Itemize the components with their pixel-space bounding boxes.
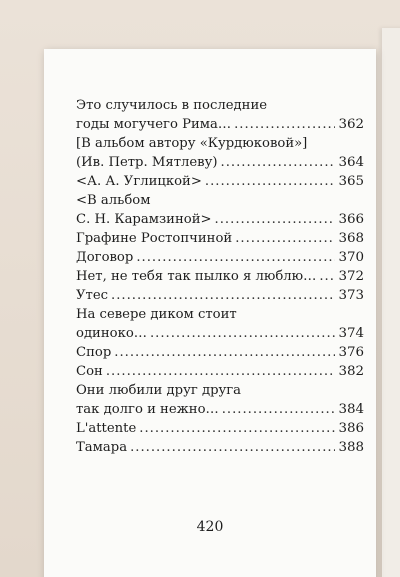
toc-page-number: 364 bbox=[338, 155, 364, 170]
toc-entry-title-line: На севере диком стоит bbox=[76, 307, 237, 322]
dot-leader bbox=[139, 419, 335, 438]
page-number: 420 bbox=[196, 519, 224, 535]
toc-entry bbox=[76, 267, 364, 286]
dot-leader bbox=[136, 248, 335, 267]
dot-leader bbox=[221, 153, 336, 172]
dot-leader bbox=[215, 210, 336, 229]
toc-entry bbox=[76, 229, 364, 248]
toc-entry bbox=[76, 286, 364, 305]
toc-entry-title: Спор bbox=[76, 345, 112, 360]
toc-entry bbox=[76, 96, 364, 134]
dot-leader bbox=[234, 115, 335, 134]
toc-page-number: 372 bbox=[338, 269, 364, 284]
toc-entry-title: С. Н. Карамзиной> bbox=[76, 212, 212, 227]
toc-entry-title-line: Это случилось в последние bbox=[76, 98, 268, 113]
dot-leader bbox=[319, 267, 335, 286]
toc-entry-title: Графине Ростопчиной bbox=[76, 231, 233, 246]
toc-entry-title: Утес bbox=[76, 288, 109, 303]
toc-entry bbox=[76, 419, 364, 438]
toc-entry-title-line: [В альбом автору «Курдюковой»] bbox=[76, 136, 308, 151]
toc-entry-title: L'attente bbox=[76, 421, 137, 436]
toc-entry-title: так долго и нежно… bbox=[76, 402, 219, 417]
toc-entry bbox=[76, 381, 364, 419]
dot-leader bbox=[130, 438, 335, 457]
dot-leader bbox=[114, 343, 335, 362]
toc-page-number: 388 bbox=[338, 440, 364, 455]
toc-page-number: 362 bbox=[338, 117, 364, 132]
toc-page-number: 384 bbox=[338, 402, 364, 417]
book-page bbox=[44, 49, 376, 577]
adjacent-page-edge bbox=[382, 28, 400, 577]
toc-entry-title: Договор bbox=[76, 250, 134, 265]
toc-entry bbox=[76, 191, 364, 229]
toc-entry bbox=[76, 305, 364, 343]
toc-page-number: 370 bbox=[338, 250, 364, 265]
toc-entry bbox=[76, 248, 364, 267]
dot-leader bbox=[222, 400, 336, 419]
toc-page-number: 376 bbox=[338, 345, 364, 360]
toc-page-number: 366 bbox=[338, 212, 364, 227]
toc-page-number: 373 bbox=[338, 288, 364, 303]
table-of-contents bbox=[76, 96, 364, 457]
dot-leader bbox=[150, 324, 335, 343]
dot-leader bbox=[205, 172, 336, 191]
toc-entry-title: Нет, не тебя так пылко я люблю… bbox=[76, 269, 317, 284]
toc-page-number: 368 bbox=[338, 231, 364, 246]
toc-entry bbox=[76, 172, 364, 191]
toc-entry-title: одиноко… bbox=[76, 326, 147, 341]
toc-entry-title: (Ив. Петр. Мятлеву) bbox=[76, 155, 218, 170]
toc-entry-title: Тамара bbox=[76, 440, 128, 455]
toc-entry-title: годы могучего Рима… bbox=[76, 117, 232, 132]
toc-entry-title-line: Они любили друг друга bbox=[76, 383, 242, 398]
toc-page-number: 374 bbox=[338, 326, 364, 341]
toc-entry bbox=[76, 343, 364, 362]
dot-leader bbox=[111, 286, 335, 305]
dot-leader bbox=[106, 362, 336, 381]
toc-entry-title: <А. А. Углицкой> bbox=[76, 174, 202, 189]
toc-entry bbox=[76, 134, 364, 172]
toc-entry-title-line: <В альбом bbox=[76, 193, 151, 208]
toc-entry-title: Сон bbox=[76, 364, 103, 379]
toc-page-number: 382 bbox=[338, 364, 364, 379]
dot-leader bbox=[235, 229, 335, 248]
toc-page-number: 365 bbox=[338, 174, 364, 189]
toc-entry bbox=[76, 438, 364, 457]
toc-entry bbox=[76, 362, 364, 381]
toc-page-number: 386 bbox=[338, 421, 364, 436]
